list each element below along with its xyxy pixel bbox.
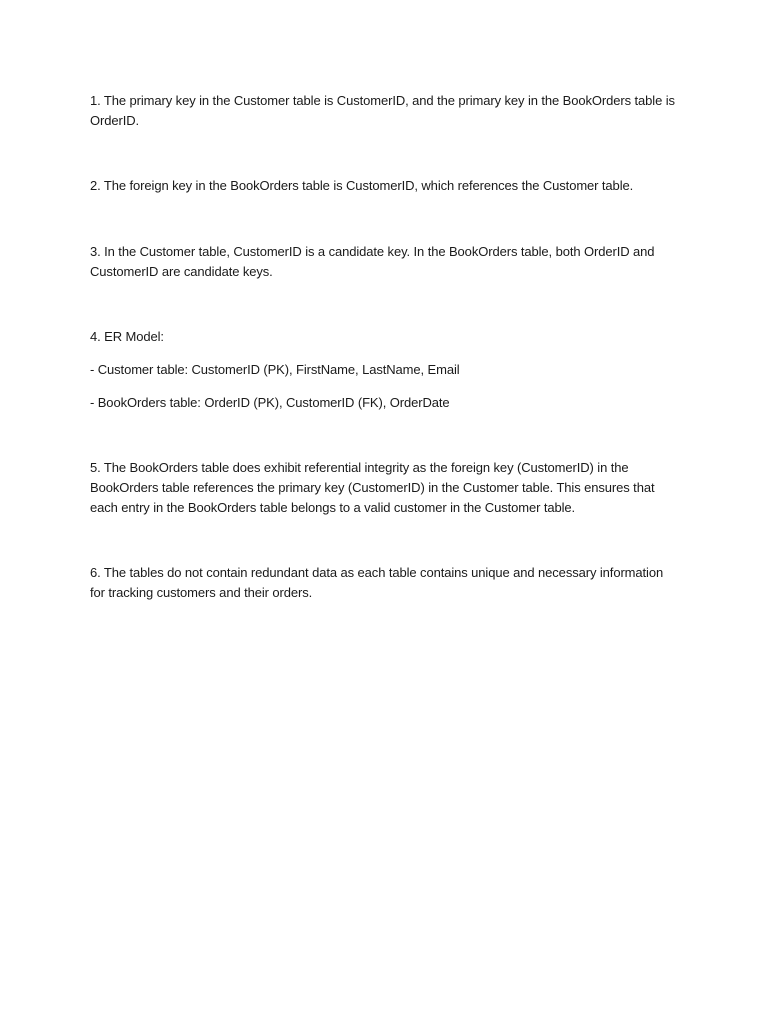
answer-6-redundant-data: 6. The tables do not contain redundant data as each table contains unique and necessary information for tracking customers and their orders. bbox=[90, 565, 664, 600]
er-model-bookorders-table: - BookOrders table: OrderID (PK), CustomerID (FK), OrderDate bbox=[90, 395, 450, 410]
answer-3-candidate-keys: 3. In the Customer table, CustomerID is a candidate key. In the BookOrders table, both OrderID and CustomerID are candidate keys. bbox=[90, 244, 655, 279]
document-body bbox=[90, 91, 680, 603]
answer-5-referential-integrity: 5. The BookOrders table does exhibit referential integrity as the foreign key (CustomerID) in the BookOrders table references the primary key (CustomerID) in the Customer table. This ensures that each entry in the BookOrders table belongs to a valid customer in the Customer table. bbox=[90, 460, 655, 515]
answer-1-primary-keys: 1. The primary key in the Customer table is CustomerID, and the primary key in the BookOrders table is OrderID. bbox=[90, 93, 675, 128]
answer-2-foreign-key: 2. The foreign key in the BookOrders table is CustomerID, which references the Customer table. bbox=[90, 178, 634, 193]
answer-4-er-model-heading: 4. ER Model: bbox=[90, 329, 164, 344]
er-model-customer-table: - Customer table: CustomerID (PK), FirstName, LastName, Email bbox=[90, 362, 460, 377]
